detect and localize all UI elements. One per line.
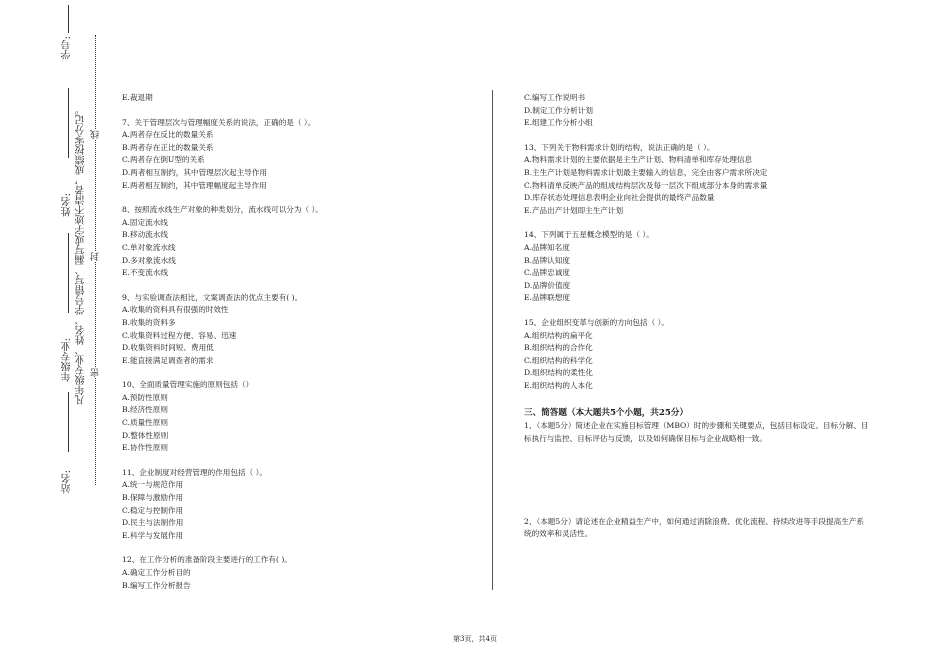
option-d: D.多对象流水线 [122,255,176,265]
section-3-title: 三、简答题（本大题共5个小题，共25分） [524,408,689,419]
option-b: B.两者存在正比的数量关系 [122,142,214,152]
option-c: C.质量性原则 [122,418,168,428]
option-c: C.品牌忠诚度 [524,268,570,278]
question-9 [122,292,472,368]
option-b: B.主生产计划是物料需求计划最主要输入的信息，完全由客户需求所决定 [524,167,768,177]
option-d: D.库存状态处理信息表明企业向社会提供的最终产品数量 [524,193,715,203]
option-b: B.移动流水线 [122,230,168,240]
question-15 [524,317,869,393]
option-a: A.收集的资料具有很强的时效性 [122,305,229,315]
option-a: A.统一与规范作用 [122,480,184,490]
option-b: B.保障与激励作用 [122,493,184,503]
question-11 [122,467,472,543]
option-c: C.两者存在倒U型的关系 [122,155,205,165]
option-d: D.组织结构的柔性化 [524,368,593,378]
option-e: E.品牌联想度 [524,293,570,303]
option-c: C.收集资料过程方便、容易、迅速 [122,330,237,340]
option-b: B.品牌认知度 [524,255,570,265]
station-label: 站名: [62,470,73,494]
student-id-line [68,88,69,158]
option-a: A.品牌知名度 [524,242,570,252]
option-a: A.确定工作分析目的 [122,568,191,577]
question-stem: 13、下列关于物料需求计划的结构，说法正确的是（ ）。 [524,142,715,152]
short-answer-2: 2、（本题5分）请论述在企业精益生产中，如何通过消除浪费、优化流程、持续改进等手段提高生产系统的效率和灵活性。 [524,516,864,539]
question-7 [122,117,472,193]
option-e: E.组织结构的人本化 [524,380,593,390]
option-d: D.两者相互制约，其中管理层次起主导作用 [122,167,267,177]
column-divider [492,90,493,590]
name-line [68,233,69,313]
option-a: A.物料需求计划的主要依据是主生产计划、物料清单和库存处理信息 [524,155,753,165]
option-d: D.收集资料时间短、费用低 [122,343,214,353]
option-a: A.两者存在反比的数量关系 [122,130,214,140]
option-d: D.整体性原则 [122,430,169,440]
right-column [524,92,869,541]
option-e: E.不变流水线 [122,268,168,278]
option-d: D.品牌价值度 [524,280,571,290]
seal-mark-mi: 密 [91,368,101,377]
question-stem: 11、企业制度对经营管理的作用包括（ ）。 [122,467,267,477]
item-e0 [122,92,472,105]
short-answer-1: 1、（本题5分）简述企业在实施目标管理（MBO）时的步骤和关键要点，包括目标设定、目标分解、目标执行与监控、目标评估与反馈，以及如何确保目标与企业战略相一致。 [524,421,869,444]
seal-mark-xian: 线 [91,130,101,139]
left-column [122,92,472,592]
binding-instruction: 凡年级专业、姓名、学号错写、漏写或字迹不清者，成绩按零分记。 [76,105,87,405]
question-stem: 7、关于管理层次与管理幅度关系的说法，正确的是（ ）。 [122,117,316,127]
option-c: C.稳定与控制作用 [122,505,184,515]
question-12-continued [524,92,869,130]
student-id-label: 学号: [62,36,73,60]
option-c: C.物料清单反映产品的组成结构层次及每一层次下组成部分本身的需求量 [524,180,768,190]
answer-space-1 [524,446,869,516]
question-12 [122,554,472,592]
option-c: C.编写工作说明书 [524,93,586,102]
question-stem: 14、下列属于五星概念模型的是（ ）。 [524,230,654,240]
option-a: A.预防性原则 [122,392,168,402]
option-a: A.组织结构的扁平化 [524,330,593,340]
option-c: C.单对象流水线 [122,242,176,252]
question-stem: 15、企业组织变革与创新的方向包括（ ）。 [524,317,669,327]
option-e: E.科学与发展作用 [122,530,184,540]
option-d: D.民主与法制作用 [122,518,184,528]
question-stem: 8、按照流水线生产对象的种类划分，流水线可以分为（ ）。 [122,205,323,215]
question-10 [122,379,472,455]
question-stem: 9、与实验调查法相比，文案调查法的优点主要有( )。 [122,292,303,302]
major-line [68,392,69,452]
option-e: E.两者相互制约，其中管理幅度起主导作用 [122,180,267,190]
question-8 [122,204,472,280]
page-footer: 第3页，共4页 [453,635,497,643]
question-stem: 10、全面质量管理实施的原则包括（） [122,380,254,390]
seal-mark-feng: 封 [91,252,101,261]
major-label: 年级专业: [62,338,73,382]
option-d: D.制定工作分析计划 [524,105,593,115]
question-14 [524,229,869,305]
option-b: B.编写工作分析报告 [122,580,191,590]
option-c: C.组织结构的科学化 [524,355,593,365]
option-text: E.裁退期 [122,93,153,102]
name-label: 姓名: [62,193,73,217]
option-e: E.协作性原则 [122,443,168,453]
binding-margin [0,0,110,672]
option-b: B.经济性原则 [122,405,168,415]
option-e: E.产品出产计划即主生产计划 [524,205,624,215]
option-e: E.能直接满足调查者的需求 [122,355,214,365]
option-a: A.固定流水线 [122,217,168,227]
option-b: B.收集的资料多 [122,317,176,327]
question-13 [524,142,869,218]
option-e: E.组建工作分析小组 [524,118,593,128]
option-b: B.组织结构的合作化 [524,343,593,353]
question-stem: 12、在工作分析的准备阶段主要进行的工作有( )。 [122,555,292,565]
student-id-line-top [68,5,69,33]
